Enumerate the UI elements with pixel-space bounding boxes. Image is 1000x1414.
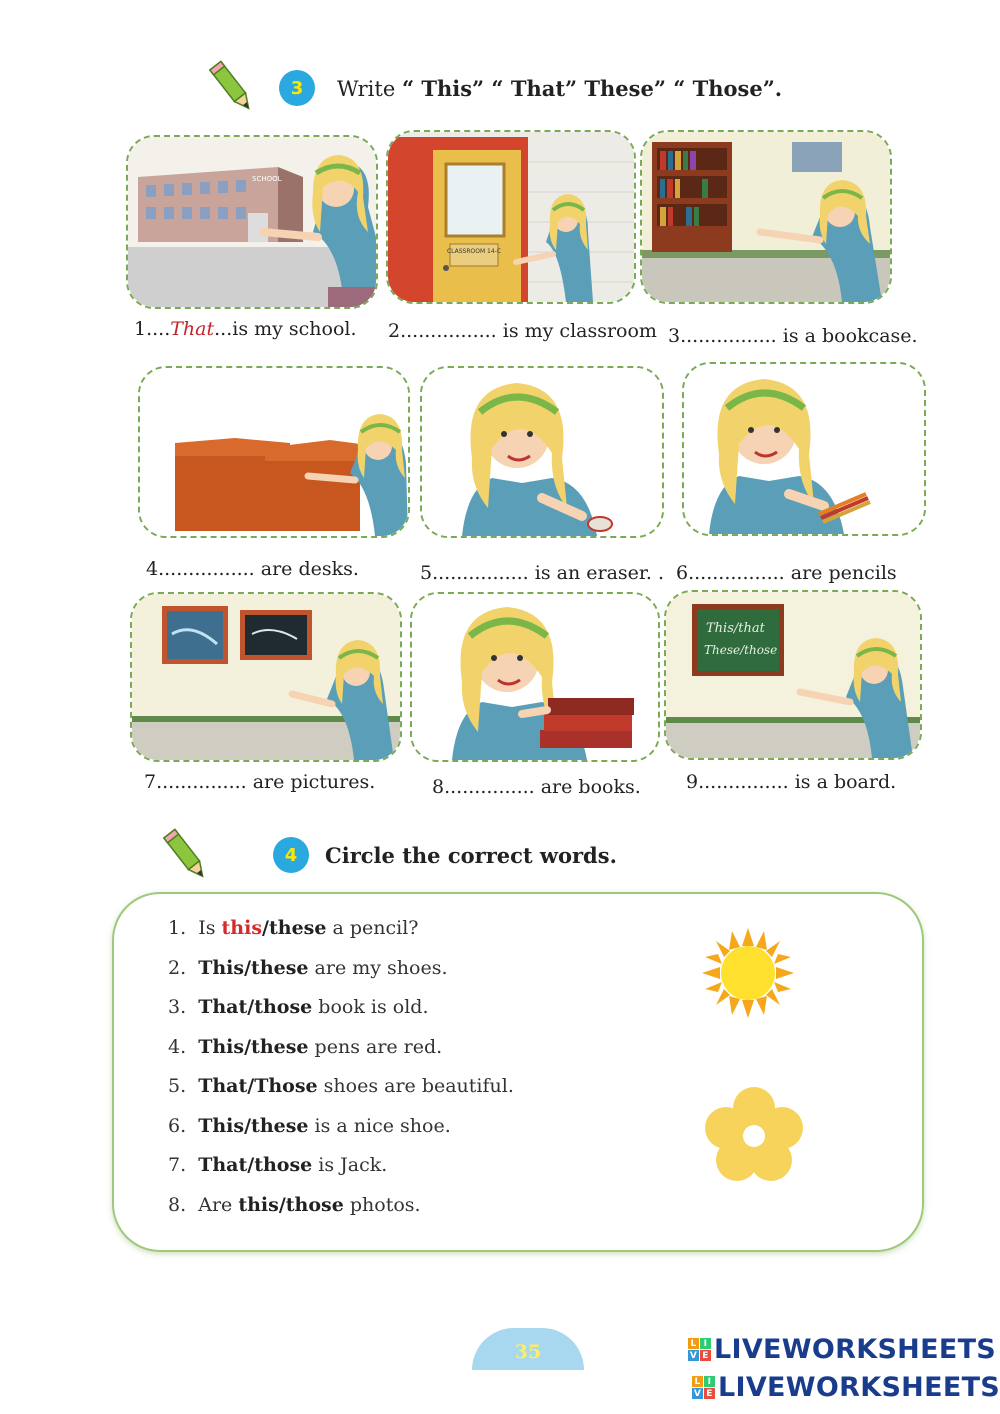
item-8-post: photos. — [343, 1194, 421, 1216]
item-7-post: is Jack. — [312, 1154, 388, 1176]
caption-5-text: ................ is an eraser. . — [432, 562, 664, 584]
liveworksheets-logo[interactable] — [692, 1372, 1000, 1403]
exercise4-item-2 — [168, 957, 448, 979]
caption-7[interactable] — [144, 771, 375, 793]
exercise3-title — [337, 76, 782, 101]
exercise3-title-bold: “ This” “ That” These” “ Those”. — [401, 75, 783, 101]
item-6-options[interactable]: This/these — [198, 1115, 309, 1137]
item-6-post: is a nice shoe. — [308, 1115, 451, 1137]
item-4-number: 4. — [168, 1036, 187, 1058]
logo-letter-i: I — [700, 1338, 711, 1349]
exercise4-item-3 — [168, 996, 428, 1018]
sun-icon — [702, 928, 794, 1018]
picture-eraser — [420, 366, 664, 538]
item-8-pre: Are — [198, 1194, 239, 1216]
picture-pencils — [682, 362, 926, 536]
liveworksheets-logo-mark — [692, 1376, 715, 1399]
board-text-1: This/that — [706, 621, 765, 636]
item-8-number: 8. — [168, 1194, 187, 1216]
caption-8-text: ............... are books. — [444, 776, 641, 798]
picture-school — [126, 135, 378, 309]
caption-1-text: ...is my school. — [214, 318, 357, 340]
caption-3-num: 3 — [668, 325, 681, 347]
caption-9[interactable] — [686, 771, 896, 793]
picture-desks — [138, 366, 410, 538]
caption-5[interactable] — [420, 562, 664, 584]
exercise4-item-8 — [168, 1194, 421, 1216]
exercise4-item-6 — [168, 1115, 451, 1137]
caption-5-num: 5 — [420, 562, 433, 584]
caption-1-num: 1.... — [134, 318, 171, 340]
item-5-options[interactable]: That/Those — [198, 1075, 318, 1097]
logo-letter-v: V — [689, 1350, 698, 1361]
item-4-options[interactable]: This/these — [198, 1036, 309, 1058]
school-sign: SCHOOL — [252, 175, 282, 183]
item-2-number: 2. — [168, 957, 187, 979]
item-1-post: a pencil? — [326, 917, 419, 939]
item-3-options[interactable]: That/those — [198, 996, 313, 1018]
caption-3-text: ................ is a bookcase. — [680, 325, 918, 347]
caption-4-num: 4 — [146, 558, 159, 580]
liveworksheets-brand: LIVEWORKSHEETS — [714, 1334, 997, 1365]
logo-letter-l: L — [688, 1338, 699, 1349]
item-1-number: 1. — [168, 917, 187, 939]
exercise4-item-7 — [168, 1154, 387, 1176]
picture-board — [664, 590, 922, 760]
item-3-post: book is old. — [312, 996, 429, 1018]
door-sign: CLASSROOM 14-C — [446, 248, 502, 255]
liveworksheets-brand: LIVEWORKSHEETS — [718, 1372, 1000, 1403]
caption-2-text: ................ is my classroom — [400, 320, 657, 342]
item-4-post: pens are red. — [308, 1036, 443, 1058]
exercise4-number: 4 — [273, 837, 309, 873]
item-6-number: 6. — [168, 1115, 187, 1137]
caption-4-text: ................ are desks. — [158, 558, 359, 580]
caption-6-num: 6 — [676, 562, 689, 584]
flower-icon — [704, 1086, 804, 1182]
item-2-post: are my shoes. — [308, 957, 448, 979]
exercise4-header — [273, 837, 617, 873]
caption-1 — [134, 318, 357, 340]
caption-6-text: ................ are pencils — [688, 562, 897, 584]
exercise4-title: Circle the correct words. — [325, 842, 617, 868]
logo-letter-v: V — [693, 1388, 702, 1399]
item-5-number: 5. — [168, 1075, 187, 1097]
caption-8-num: 8 — [432, 776, 445, 798]
caption-4[interactable] — [146, 558, 359, 580]
logo-letter-l: L — [692, 1376, 703, 1387]
logo-letter-e: E — [700, 1350, 711, 1361]
item-5-post: shoes are beautiful. — [317, 1075, 514, 1097]
picture-bookcase — [640, 130, 892, 304]
picture-classroom — [386, 130, 636, 304]
pencil-icon — [206, 58, 258, 116]
logo-letter-e: E — [704, 1388, 715, 1399]
exercise3-number: 3 — [279, 70, 315, 106]
caption-1-answer[interactable]: That — [170, 318, 215, 340]
item-3-number: 3. — [168, 996, 187, 1018]
exercise3-title-prefix: Write — [337, 76, 402, 101]
caption-6[interactable] — [676, 562, 897, 584]
item-8-options[interactable]: this/those — [238, 1194, 344, 1216]
logo-letter-i: I — [704, 1376, 715, 1387]
caption-3[interactable] — [668, 325, 918, 347]
liveworksheets-logo-mark — [688, 1338, 711, 1361]
board-text-2: These/those — [704, 643, 778, 657]
page-number: 35 — [472, 1328, 584, 1370]
item-7-options[interactable]: That/those — [198, 1154, 313, 1176]
exercise4-item-4 — [168, 1036, 442, 1058]
liveworksheets-logo[interactable] — [688, 1334, 996, 1365]
caption-7-num: 7 — [144, 771, 157, 793]
item-1-options[interactable]: /these — [262, 917, 327, 939]
caption-8[interactable] — [432, 776, 641, 798]
exercise4-item-5 — [168, 1075, 514, 1097]
item-7-number: 7. — [168, 1154, 187, 1176]
item-1-circled-answer[interactable]: this — [221, 917, 263, 939]
exercise3-header — [279, 70, 782, 106]
item-1-pre: Is — [198, 917, 222, 939]
exercise4-item-1 — [168, 917, 418, 939]
caption-9-text: ............... is a board. — [698, 771, 897, 793]
pencil-icon — [160, 826, 212, 884]
caption-7-text: ............... are pictures. — [156, 771, 376, 793]
caption-2[interactable] — [388, 320, 657, 342]
caption-2-num: 2 — [388, 320, 401, 342]
picture-books — [410, 592, 660, 762]
item-2-options[interactable]: This/these — [198, 957, 309, 979]
caption-9-num: 9 — [686, 771, 699, 793]
picture-pictures — [130, 592, 402, 762]
